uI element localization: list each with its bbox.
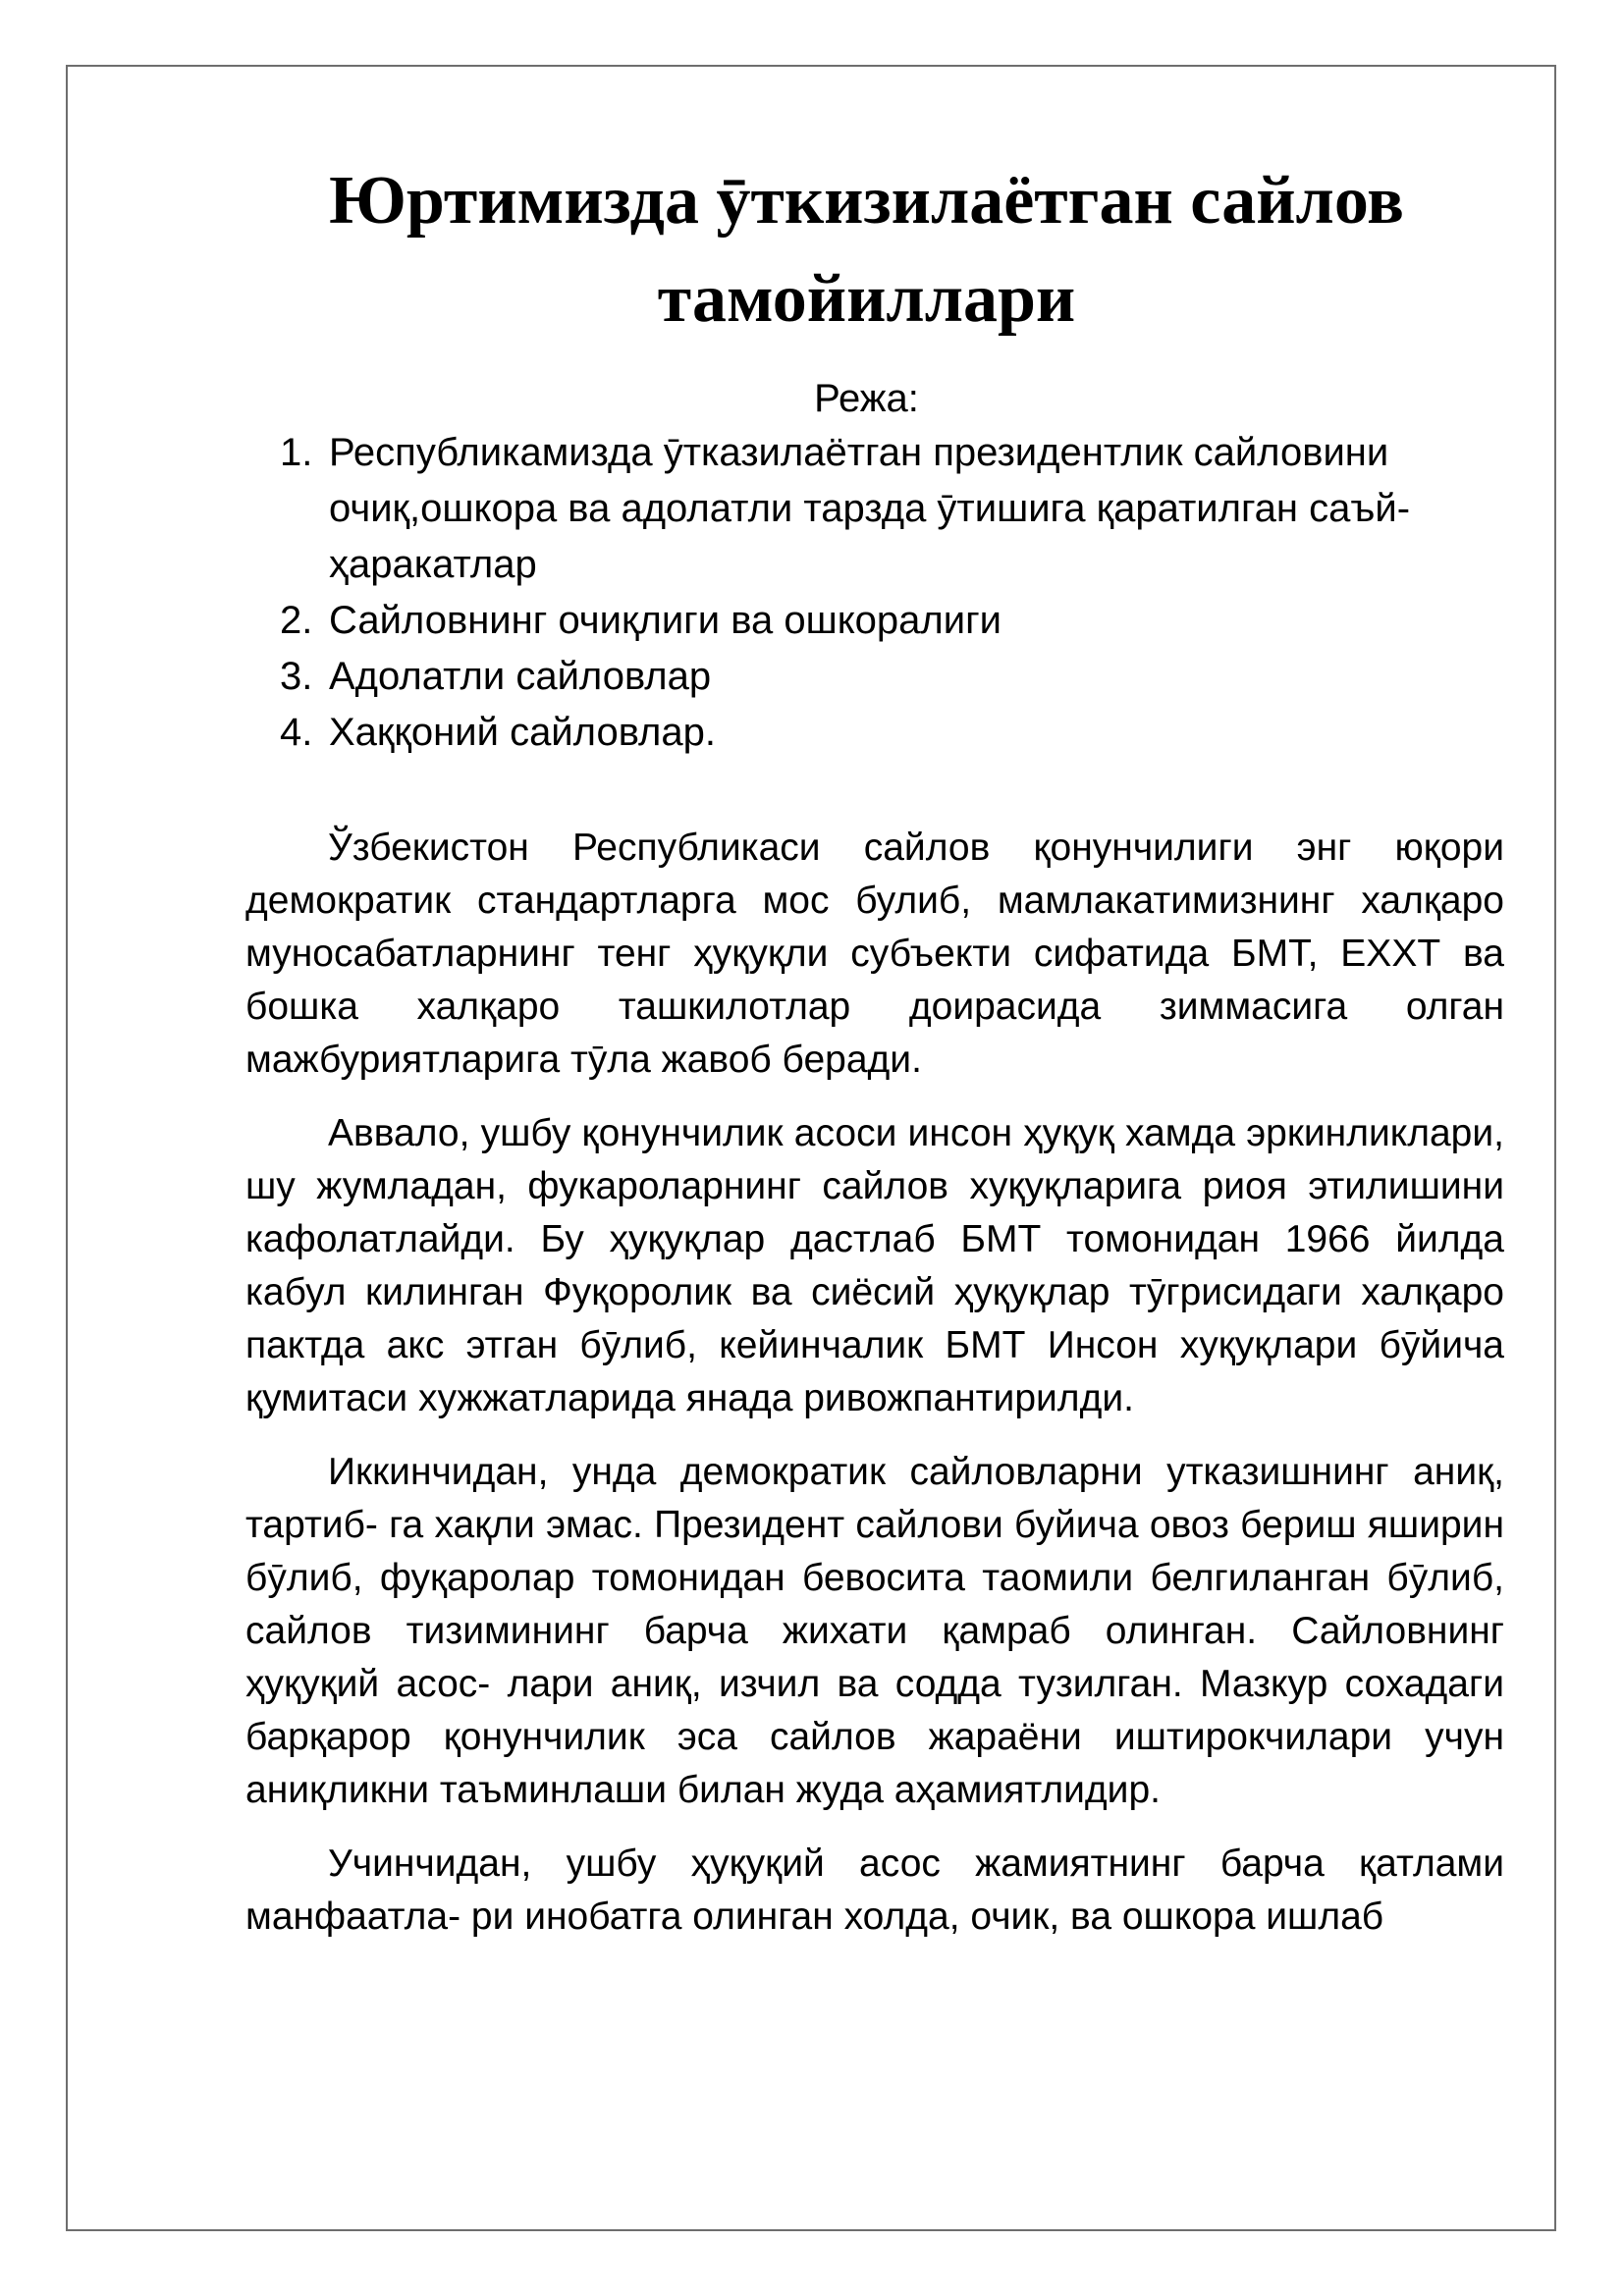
paragraph-1: Ўзбекистон Республикаси сайлов қонунчилиги энг юқори демократик стандартларга мос булиб, мамлакатимизнинг халқаро муносабатларнинг тенг ҳуқуқли субъекти сифатида БМТ, ЕХХТ ва бошка халқаро ташкилотлар доирасида зиммасига олган мажбуриятларига тӯла жавоб беради.	[245, 827, 1504, 1081]
plan-item-text: Адолатли сайловлар	[329, 655, 712, 698]
plan-item-4	[280, 705, 1458, 761]
plan-item-number: 4.	[280, 711, 313, 754]
title-line-2: тамойиллари	[657, 261, 1076, 337]
plan-heading: Режа:	[814, 377, 919, 420]
body-text	[245, 822, 1504, 1964]
document-title	[177, 152, 1556, 348]
plan-item-text: Сайловнинг очиқлиги ва ошкоралиги	[329, 599, 1002, 642]
paragraph-3: Иккинчидан, унда демократик сайловларни утказишнинг аниқ, тартиб- га хақли эмас. Президент сайлови буйича овоз бериш яширин бӯлиб, фуқаролар томонидан бевосита таомили белгиланган бӯлиб, сайлов тизимининг барча жихати қамраб олинган. Сайловнинг ҳуқуқий асос- лари аниқ, изчил ва содда тузилган. Мазкур сохадаги барқарор қонунчилик эса сайлов жараёни иштирокчилари учун аниқликни таъминлаши билан жуда аҳамиятлидир.	[245, 1451, 1504, 1811]
plan-item-number: 3.	[280, 655, 313, 698]
title-line-1: Юртимизда ӯткизилаётган сайлов	[329, 163, 1404, 239]
plan-item-number: 2.	[280, 599, 313, 642]
paragraph-4: Учинчидан, ушбу ҳуқуқий асос жамиятнинг барча қатлами манфаатла- ри инобатга олинган холда, очик, ва ошкора ишлаб	[245, 1842, 1504, 1938]
plan-item-3	[280, 649, 1458, 705]
plan-item-text: Республикамизда ӯтказилаётган президентлик сайловини очиқ,ошкора ва адолатли тарзда ӯтишига қаратилган саъй-ҳаракатлар	[329, 431, 1411, 586]
plan-list	[280, 425, 1458, 761]
plan-item-text: Хаққоний сайловлар.	[329, 711, 716, 754]
plan-item-number: 1.	[280, 431, 313, 474]
plan-item-2	[280, 593, 1458, 649]
paragraph-2: Аввало, ушбу қонунчилик асоси инсон ҳуқуқ хамда эркинликлари, шу жумладан, фукароларнинг сайлов хуқуқларига риоя этилишини кафолатлайди. Бу ҳуқуқлар дастлаб БМТ томонидан 1966 йилда кабул килинган Фуқоролик ва сиёсий ҳуқуқлар тӯгрисидаги халқаро пактда акс этган бӯлиб, кейинчалик БМТ Инсон хуқуқлари бӯйича қумитаси хужжатларида янада ривожпантирилди.	[245, 1112, 1504, 1419]
plan-item-1	[280, 425, 1458, 593]
